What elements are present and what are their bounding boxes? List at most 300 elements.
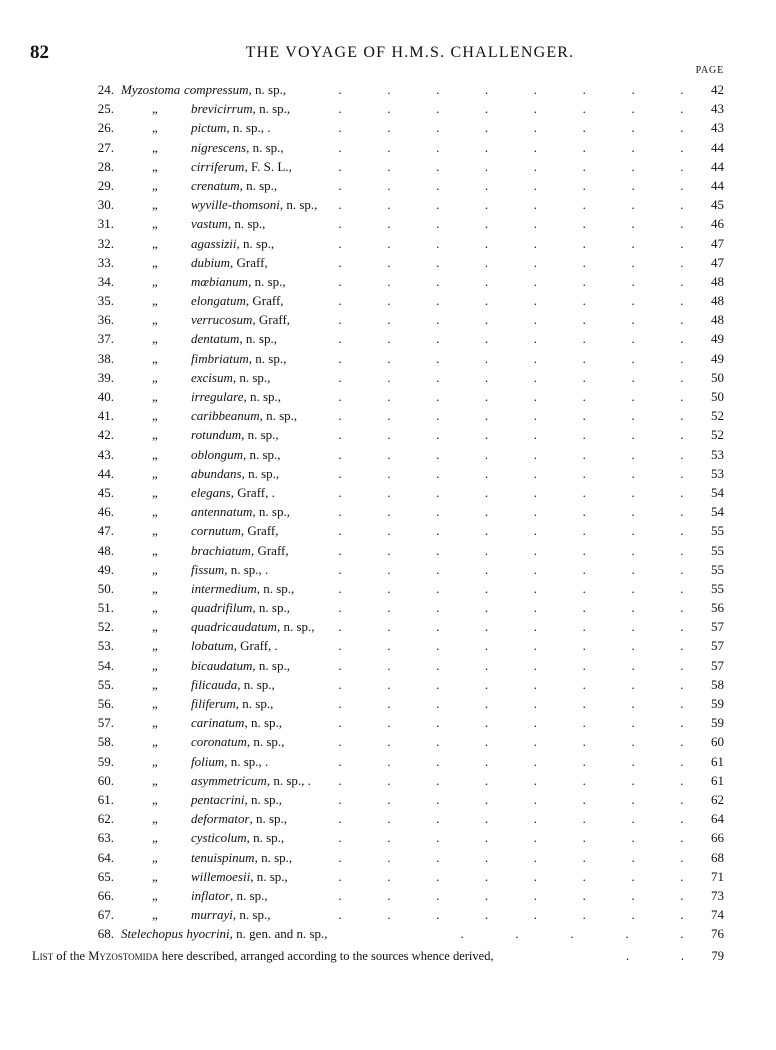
entry-number: 54. xyxy=(97,657,114,673)
species-name xyxy=(191,541,289,560)
species-authority: , n. sp., xyxy=(248,273,286,289)
entry-number: 38. xyxy=(97,350,114,366)
ditto-mark: „ xyxy=(152,791,158,807)
species-epithet: quadrifilum xyxy=(191,600,253,616)
toc-entry xyxy=(0,99,776,118)
toc-entry xyxy=(0,636,776,655)
species-authority: , n. sp., xyxy=(232,907,271,923)
toc-entry xyxy=(0,291,776,310)
toc-entry xyxy=(0,579,776,598)
page-ref: 54 xyxy=(711,484,724,500)
entry-number: 52. xyxy=(97,619,114,635)
dot-leader: . . . . . . . . xyxy=(338,753,684,769)
species-authority: , n. sp., xyxy=(248,350,287,366)
species-authority: , n. sp., xyxy=(252,504,290,520)
page-ref: 48 xyxy=(711,293,724,309)
species-name xyxy=(191,809,287,828)
species-authority: , n. sp., xyxy=(252,101,291,117)
species-authority: , n. sp., xyxy=(237,676,275,692)
page-ref: 42 xyxy=(711,82,724,97)
toc-entry xyxy=(0,253,776,272)
ditto-mark: „ xyxy=(152,580,158,596)
toc-entry xyxy=(0,214,776,233)
entry-number: 43. xyxy=(97,446,114,462)
species-epithet: elegans xyxy=(191,484,231,500)
page-ref: 54 xyxy=(711,504,724,520)
toc-entry xyxy=(0,234,776,253)
species-authority: , n. sp., xyxy=(252,600,290,616)
species-name xyxy=(191,406,297,425)
species-name xyxy=(191,828,284,847)
species-name xyxy=(191,138,284,157)
species-name xyxy=(191,752,268,771)
species-epithet: cysticolum xyxy=(191,830,247,846)
species-authority: , Graff, xyxy=(245,293,284,309)
ditto-mark: „ xyxy=(152,657,158,673)
page-ref: 55 xyxy=(711,580,724,596)
entry-number: 49. xyxy=(97,561,114,577)
ditto-mark: „ xyxy=(152,561,158,577)
species-authority: , n. sp., xyxy=(241,427,279,443)
entry-number: 59. xyxy=(97,753,114,769)
ditto-mark: „ xyxy=(152,484,158,500)
entry-number: 42. xyxy=(97,427,114,443)
toc-entry xyxy=(0,713,776,732)
page-ref: 56 xyxy=(711,600,724,616)
species-name xyxy=(191,253,268,272)
toc-entry xyxy=(0,560,776,579)
page-ref: 62 xyxy=(711,791,724,807)
toc-entry xyxy=(0,138,776,157)
page-ref: 52 xyxy=(711,408,724,424)
species-authority: , n. sp., xyxy=(243,389,282,404)
page-ref: 52 xyxy=(711,427,724,443)
toc-entry xyxy=(0,425,776,444)
entry-number: 36. xyxy=(97,312,114,328)
species-epithet: agassizii xyxy=(191,235,237,251)
dot-leader: . . . . . . . . xyxy=(338,811,684,827)
ditto-mark: „ xyxy=(152,254,158,270)
ditto-mark: „ xyxy=(152,734,158,750)
species-name xyxy=(191,272,286,291)
page-ref: 48 xyxy=(711,273,724,289)
species-epithet: brevicirrum xyxy=(191,101,253,117)
page-ref: 44 xyxy=(711,158,724,174)
species-epithet: irregulare xyxy=(191,389,244,404)
entry-number: 33. xyxy=(97,254,114,270)
species-authority: , n. sp., xyxy=(276,619,315,635)
ditto-mark: „ xyxy=(152,312,158,328)
ditto-mark: „ xyxy=(152,120,158,136)
dot-leader: . . . . . . . . xyxy=(338,715,684,731)
species-name xyxy=(191,118,270,137)
species-authority: , n. sp., . xyxy=(226,120,271,136)
toc-entry xyxy=(0,387,776,406)
genus-name: Myzostoma xyxy=(121,82,181,97)
ditto-mark: „ xyxy=(152,772,158,788)
dot-leader: . . . . . . . . xyxy=(338,772,684,788)
page-ref: 43 xyxy=(711,101,724,117)
toc-entry xyxy=(0,752,776,771)
species-name xyxy=(191,291,284,310)
species-name xyxy=(191,310,290,329)
ditto-mark: „ xyxy=(152,197,158,213)
species-epithet: antennatum xyxy=(191,504,253,520)
species-name xyxy=(191,694,273,713)
dot-leader: . . . . . . . . xyxy=(338,542,684,558)
toc-entry xyxy=(0,809,776,828)
entry-number: 57. xyxy=(97,715,114,731)
species-epithet: fissum xyxy=(191,561,225,577)
dot-leader: . . . . . . . . xyxy=(338,696,684,711)
species-name xyxy=(191,387,281,406)
dot-leader: . . xyxy=(626,949,684,963)
dot-leader: . . . . . xyxy=(460,926,684,942)
toc-entry xyxy=(0,924,776,943)
species-name xyxy=(184,80,286,99)
dot-leader: . . . . . . . . xyxy=(338,734,684,750)
species-contents-list xyxy=(0,80,776,943)
ditto-mark: „ xyxy=(152,350,158,366)
entry-number: 29. xyxy=(97,177,114,193)
entry-number: 24. xyxy=(97,82,114,97)
entry-number: 46. xyxy=(97,504,114,520)
species-authority: , n. sp., xyxy=(248,82,287,97)
page-ref: 57 xyxy=(711,657,724,673)
toc-entry xyxy=(0,617,776,636)
species-name xyxy=(191,713,282,732)
dot-leader: . . . . . . . . xyxy=(338,580,684,596)
species-name xyxy=(191,675,275,694)
page-ref: 57 xyxy=(711,638,724,654)
ditto-mark: „ xyxy=(152,811,158,827)
entry-number: 50. xyxy=(97,580,114,596)
species-name xyxy=(191,579,294,598)
species-epithet: tenuispinum xyxy=(191,849,255,865)
dot-leader: . . . . . . . . xyxy=(338,523,684,539)
page-ref: 74 xyxy=(711,907,724,923)
ditto-mark: „ xyxy=(152,638,158,654)
dot-leader: . . . . . . . . xyxy=(338,657,684,673)
page-ref: 47 xyxy=(711,254,724,270)
dot-leader: . . . . . . . . xyxy=(338,254,684,270)
ditto-mark: „ xyxy=(152,523,158,539)
species-epithet: fimbriatum xyxy=(191,350,249,366)
dot-leader: . . . . . . . . xyxy=(338,830,684,846)
species-epithet: dubium xyxy=(191,254,230,270)
entry-number: 55. xyxy=(97,676,114,692)
ditto-mark: „ xyxy=(152,465,158,481)
toc-entry xyxy=(0,694,776,713)
species-epithet: inflator xyxy=(191,887,231,903)
page-ref: 44 xyxy=(711,177,724,193)
toc-entry xyxy=(0,867,776,886)
species-epithet: nigrescens xyxy=(191,139,247,155)
final-entry-page: 79 xyxy=(711,949,724,963)
entry-number: 41. xyxy=(97,408,114,424)
dot-leader: . . . . . . . . xyxy=(338,619,684,635)
page-ref: 61 xyxy=(711,753,724,769)
entry-number: 37. xyxy=(97,331,114,347)
species-authority: , n. sp., xyxy=(259,408,298,424)
species-name xyxy=(191,617,315,636)
species-authority: , n. sp., xyxy=(246,139,284,155)
page-ref: 68 xyxy=(711,849,724,865)
entry-number: 64. xyxy=(97,849,114,865)
entry-number: 66. xyxy=(97,887,114,903)
ditto-mark: „ xyxy=(152,715,158,731)
dot-leader: . . . . . . . . xyxy=(338,158,684,174)
dot-leader: . . . . . . . . xyxy=(338,849,684,865)
ditto-mark: „ xyxy=(152,676,158,692)
species-name xyxy=(191,445,281,464)
entry-number: 25. xyxy=(97,101,114,117)
entry-number: 62. xyxy=(97,811,114,827)
species-epithet: intermedium xyxy=(191,580,257,596)
ditto-mark: „ xyxy=(152,696,158,711)
species-authority: , n. sp., xyxy=(230,887,268,903)
species-epithet: vastum xyxy=(191,216,228,232)
ditto-mark: „ xyxy=(152,139,158,155)
dot-leader: . . . . . . . . xyxy=(338,427,684,443)
page-ref: 46 xyxy=(711,216,724,232)
toc-entry xyxy=(0,80,776,99)
dot-leader: . . . . . . . . xyxy=(338,197,684,213)
final-entry-text: List of the Myzostomida here described, arranged according to the sources whence derived, xyxy=(32,949,494,963)
entry-number: 67. xyxy=(97,907,114,923)
entry-number: 27. xyxy=(97,139,114,155)
dot-leader: . . . . . . . . xyxy=(338,82,684,97)
species-epithet: crenatum xyxy=(191,177,240,193)
ditto-mark: „ xyxy=(152,504,158,520)
dot-leader: . . . . . . . . xyxy=(338,504,684,520)
species-authority: , n. sp., xyxy=(235,696,274,711)
entry-number: 31. xyxy=(97,216,114,232)
species-name xyxy=(191,368,270,387)
species-authority: , n. gen. and n. sp., xyxy=(229,926,328,942)
ditto-mark: „ xyxy=(152,830,158,846)
page-ref: 76 xyxy=(711,926,724,942)
ditto-mark: „ xyxy=(152,907,158,923)
final-list-entry xyxy=(0,946,776,966)
entry-number: 68. xyxy=(97,926,114,942)
toc-entry xyxy=(0,157,776,176)
ditto-mark: „ xyxy=(152,446,158,462)
species-epithet: excisum xyxy=(191,369,233,385)
species-authority: , n. sp., xyxy=(252,657,290,673)
species-authority: , Graff, . xyxy=(233,638,278,654)
dot-leader: . . . . . . . . xyxy=(338,408,684,424)
ditto-mark: „ xyxy=(152,158,158,174)
species-name xyxy=(191,867,288,886)
dot-leader: . . . . . . . . xyxy=(338,484,684,500)
page-ref: 48 xyxy=(711,312,724,328)
species-name xyxy=(191,214,265,233)
entry-number: 45. xyxy=(97,484,114,500)
entry-number: 60. xyxy=(97,772,114,788)
page-ref: 66 xyxy=(711,830,724,846)
species-epithet: caribbeanum xyxy=(191,408,260,424)
dot-leader: . . . . . . . . xyxy=(338,139,684,155)
species-name xyxy=(191,425,279,444)
ditto-mark: „ xyxy=(152,619,158,635)
species-epithet: cirriferum xyxy=(191,158,245,174)
species-authority: , n. sp., xyxy=(256,580,295,596)
species-name xyxy=(191,99,290,118)
dot-leader: . . . . . . . . xyxy=(338,907,684,923)
toc-entry xyxy=(0,329,776,348)
entry-number: 65. xyxy=(97,868,114,884)
page-ref: 60 xyxy=(711,734,724,750)
species-authority: , Graff, xyxy=(230,254,268,270)
species-authority: , Graff, . xyxy=(230,484,275,500)
species-name xyxy=(191,502,290,521)
species-epithet: filiferum xyxy=(191,696,236,711)
species-authority: , Graff, xyxy=(240,523,279,539)
toc-entry xyxy=(0,349,776,368)
species-name xyxy=(191,771,311,790)
species-epithet: mœbianum xyxy=(191,273,249,289)
toc-entry xyxy=(0,675,776,694)
genus-name: Stelechopus xyxy=(121,926,184,942)
species-name xyxy=(191,656,290,675)
page-ref: 71 xyxy=(711,868,724,884)
species-name xyxy=(191,905,270,924)
page-ref: 53 xyxy=(711,465,724,481)
species-epithet: rotundum xyxy=(191,427,242,443)
page-ref: 45 xyxy=(711,197,724,213)
species-name xyxy=(191,329,277,348)
species-name xyxy=(191,598,290,617)
dot-leader: . . . . . . . . xyxy=(338,561,684,577)
dot-leader: . . . . . . . . xyxy=(338,177,684,193)
species-authority: , n. sp., xyxy=(246,734,285,750)
ditto-mark: „ xyxy=(152,427,158,443)
species-authority: , n. sp., xyxy=(243,446,281,462)
dot-leader: . . . . . . . . xyxy=(338,101,684,117)
page-ref: 49 xyxy=(711,331,724,347)
dot-leader: . . . . . . . . xyxy=(338,235,684,251)
species-epithet: pentacrini xyxy=(191,791,245,807)
species-name xyxy=(191,521,279,540)
species-epithet: lobatum xyxy=(191,638,234,654)
entry-number: 39. xyxy=(97,369,114,385)
dot-leader: . . . . . . . . xyxy=(338,887,684,903)
species-epithet: pictum xyxy=(191,120,227,136)
toc-entry xyxy=(0,541,776,560)
toc-entry xyxy=(0,406,776,425)
ditto-mark: „ xyxy=(152,868,158,884)
page-ref: 57 xyxy=(711,619,724,635)
dot-leader: . . . . . . . . xyxy=(338,216,684,232)
page-ref: 55 xyxy=(711,523,724,539)
page-ref: 47 xyxy=(711,235,724,251)
toc-entry xyxy=(0,464,776,483)
ditto-mark: „ xyxy=(152,600,158,616)
ditto-mark: „ xyxy=(152,235,158,251)
species-authority: , n. sp., . xyxy=(266,772,311,788)
species-name xyxy=(191,732,284,751)
species-authority: , n. sp., xyxy=(250,868,288,884)
page-column-label: PAGE xyxy=(695,65,724,76)
species-epithet: dentatum xyxy=(191,331,240,347)
ditto-mark: „ xyxy=(152,753,158,769)
species-name xyxy=(191,636,278,655)
species-epithet: abundans xyxy=(191,465,242,481)
dot-leader: . . . . . . . . xyxy=(338,676,684,692)
dot-leader: . . . . . . . . xyxy=(338,293,684,309)
toc-entry xyxy=(0,521,776,540)
entry-number: 28. xyxy=(97,158,114,174)
toc-entry xyxy=(0,905,776,924)
species-name xyxy=(121,924,328,943)
ditto-mark: „ xyxy=(152,369,158,385)
species-authority: , n. sp., . xyxy=(224,561,269,577)
toc-entry xyxy=(0,502,776,521)
entry-number: 34. xyxy=(97,273,114,289)
species-name xyxy=(191,790,282,809)
entry-number: 51. xyxy=(97,600,114,616)
page-ref: 59 xyxy=(711,696,724,711)
species-name xyxy=(191,349,286,368)
toc-entry xyxy=(0,732,776,751)
species-epithet: verrucosum xyxy=(191,312,253,328)
species-authority: , n. sp., xyxy=(227,216,266,232)
species-name xyxy=(191,176,277,195)
entry-number: 48. xyxy=(97,542,114,558)
species-authority: , n. sp., xyxy=(244,715,283,731)
entry-number: 35. xyxy=(97,293,114,309)
species-name xyxy=(191,157,292,176)
species-authority: , Graff, xyxy=(252,312,291,328)
species-name xyxy=(191,464,279,483)
dot-leader: . . . . . . . . xyxy=(338,791,684,807)
species-authority: , n. sp., xyxy=(254,849,293,865)
toc-entry xyxy=(0,656,776,675)
dot-leader: . . . . . . . . xyxy=(338,600,684,616)
species-epithet: brachiatum xyxy=(191,542,251,558)
toc-entry xyxy=(0,483,776,502)
toc-entry xyxy=(0,118,776,137)
dot-leader: . . . . . . . . xyxy=(338,465,684,481)
species-authority: , F. S. L., xyxy=(244,158,292,174)
page-ref: 50 xyxy=(711,389,724,404)
entry-number: 30. xyxy=(97,197,114,213)
toc-entry xyxy=(0,771,776,790)
ditto-mark: „ xyxy=(152,177,158,193)
species-name xyxy=(191,195,317,214)
page-ref: 58 xyxy=(711,676,724,692)
toc-entry xyxy=(0,195,776,214)
ditto-mark: „ xyxy=(152,216,158,232)
toc-entry xyxy=(0,886,776,905)
page-ref: 73 xyxy=(711,887,724,903)
species-epithet: hyocrini xyxy=(186,926,230,942)
toc-entry xyxy=(0,848,776,867)
species-epithet: deformator xyxy=(191,811,250,827)
species-authority: , n. sp., xyxy=(241,465,280,481)
species-name xyxy=(191,886,268,905)
species-name xyxy=(191,483,275,502)
species-epithet: carinatum xyxy=(191,715,245,731)
entry-number: 58. xyxy=(97,734,114,750)
dot-leader: . . . . . . . . xyxy=(338,446,684,462)
entry-number: 53. xyxy=(97,638,114,654)
page-ref: 50 xyxy=(711,369,724,385)
entry-number: 44. xyxy=(97,465,114,481)
species-epithet: murrayi xyxy=(191,907,233,923)
page-ref: 55 xyxy=(711,561,724,577)
